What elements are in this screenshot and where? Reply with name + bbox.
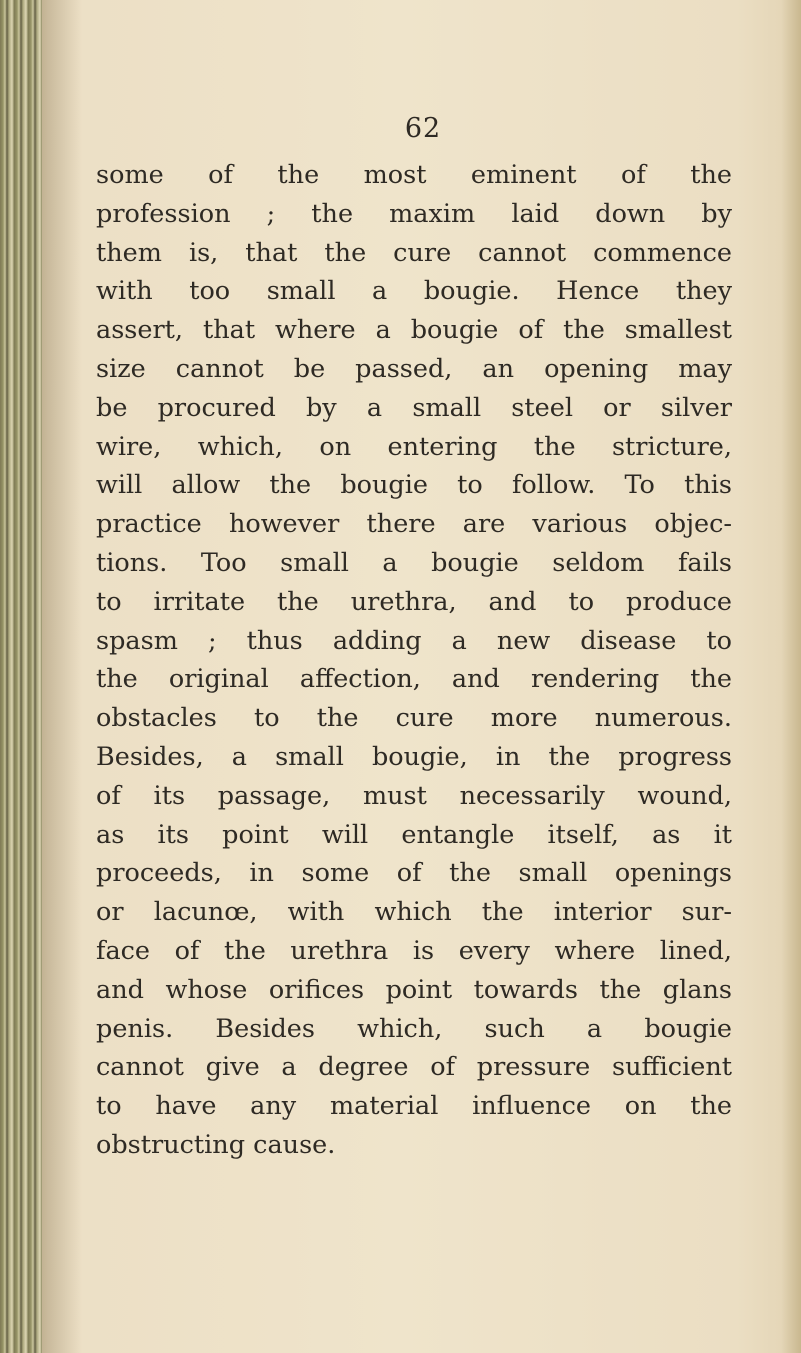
text-line: of its passage, must necessarily wound, xyxy=(96,780,732,811)
text-line: spasm ; thus adding a new disease to xyxy=(96,625,732,656)
text-line: be procured by a small steel or silver xyxy=(96,392,732,423)
text-line: with too small a bougie. Hence they xyxy=(96,276,732,307)
body-text xyxy=(96,156,732,1165)
text-line: obstructing cause. xyxy=(96,1129,336,1160)
text-line: and whose orifices point towards the glans xyxy=(96,974,732,1005)
text-line: to irritate the urethra, and to produce xyxy=(96,586,732,617)
text-line: or lacunœ, with which the interior sur- xyxy=(96,897,732,928)
page-number: 62 xyxy=(404,113,442,144)
text-line: size cannot be passed, an opening may xyxy=(96,353,732,384)
text-line: wire, which, on entering the stricture, xyxy=(96,431,732,462)
text-line: them is, that the cure cannot commence xyxy=(96,237,732,268)
text-line: cannot give a degree of pressure sufficient xyxy=(96,1052,732,1083)
text-line: face of the urethra is every where lined, xyxy=(96,935,732,966)
text-line: obstacles to the cure more numerous. xyxy=(96,703,732,734)
book-binding xyxy=(0,0,42,1353)
text-line: Besides, a small bougie, in the progress xyxy=(96,741,732,772)
text-line: penis. Besides which, such a bougie xyxy=(96,1013,732,1044)
text-line: assert, that where a bougie of the smallest xyxy=(96,315,732,346)
text-line: will allow the bougie to follow. To this xyxy=(96,470,732,501)
binding-shadow xyxy=(42,0,82,1353)
text-line: to have any material influence on the xyxy=(96,1091,732,1122)
page-edge-shadow xyxy=(781,0,801,1353)
text-line: some of the most eminent of the xyxy=(96,160,732,190)
text-line: proceeds, in some of the small openings xyxy=(96,858,732,889)
text-line: profession ; the maxim laid down by xyxy=(96,198,732,229)
text-line: the original affection, and rendering the xyxy=(96,664,732,695)
text-line: tions. Too small a bougie seldom fails xyxy=(96,547,732,578)
text-line: as its point will entangle itself, as it xyxy=(96,819,732,850)
text-line: practice however there are various objec- xyxy=(96,509,732,540)
